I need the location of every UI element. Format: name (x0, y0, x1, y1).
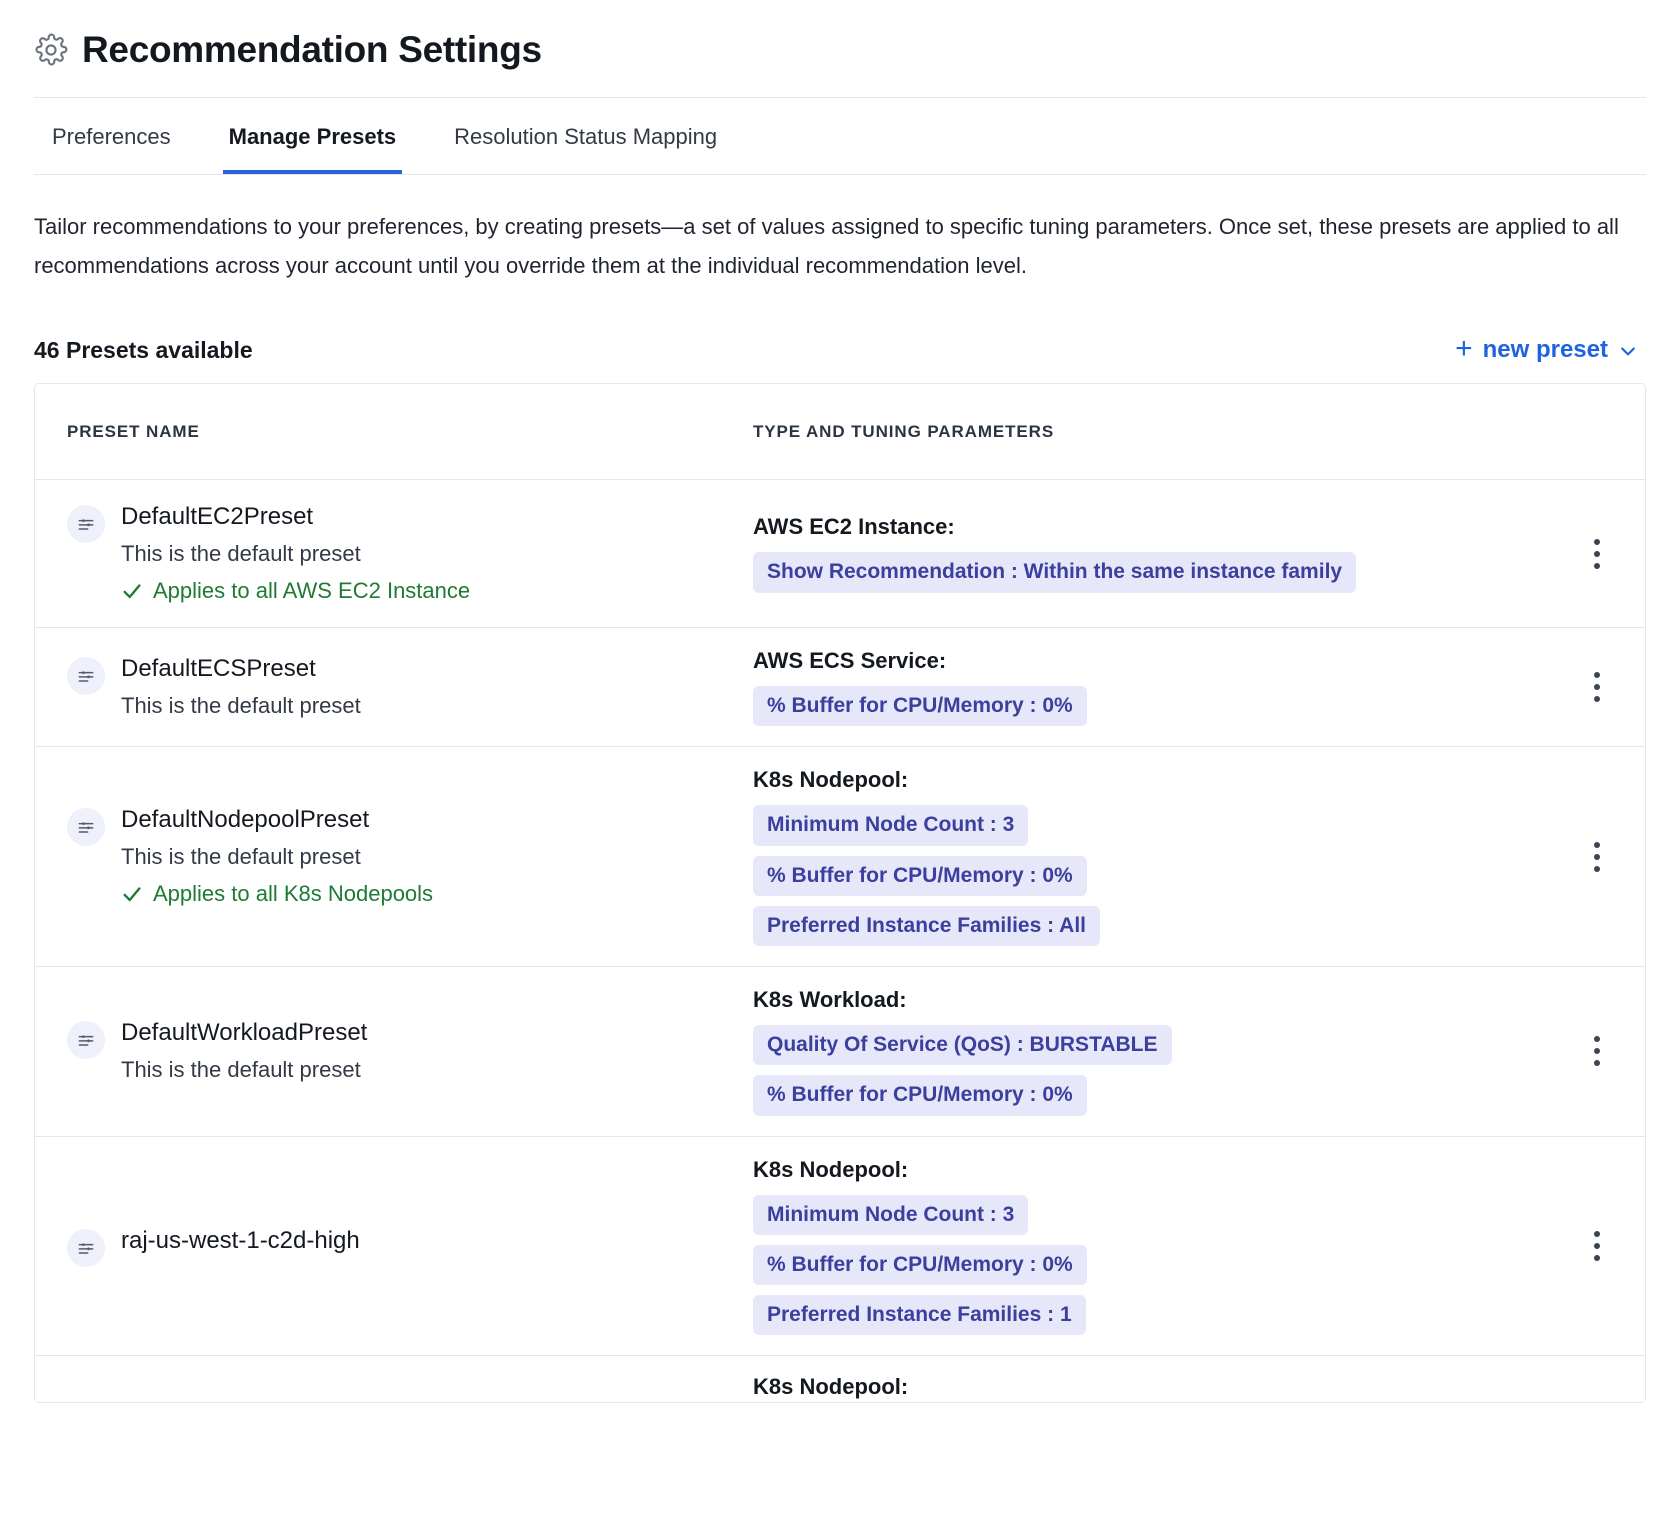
preset-name: raj-us-west-1-c2d-high (121, 1226, 360, 1254)
row-menu-button[interactable] (1580, 1223, 1614, 1269)
preset-applies (121, 577, 470, 606)
param-chip: % Buffer for CPU/Memory : 0% (753, 686, 1087, 726)
param-chip: Quality Of Service (QoS) : BURSTABLE (753, 1025, 1172, 1065)
row-menu-button[interactable] (1580, 531, 1614, 577)
row-actions-cell (1549, 1137, 1645, 1356)
param-type: K8s Nodepool: (753, 767, 909, 793)
preset-name-block (121, 1018, 367, 1085)
param-chip: % Buffer for CPU/Memory : 0% (753, 1245, 1087, 1285)
param-type: K8s Workload: (753, 987, 907, 1013)
preset-name: DefaultNodepoolPreset (121, 806, 370, 834)
sliders-icon (67, 808, 105, 846)
sliders-icon (67, 505, 105, 543)
param-chip: Minimum Node Count : 3 (753, 1195, 1028, 1235)
param-chip: Minimum Node Count : 3 (753, 805, 1028, 845)
preset-name-cell (35, 996, 753, 1107)
table-row[interactable] (35, 628, 1645, 747)
param-chip: Show Recommendation : Within the same instance family (753, 552, 1356, 592)
tab-manage-presets[interactable]: Manage Presets (223, 98, 403, 174)
preset-applies-label: Applies to all K8s Nodepools (153, 880, 434, 906)
table-row[interactable] (35, 967, 1645, 1137)
preset-subtitle: This is the default preset (121, 541, 361, 566)
presets-table (34, 383, 1646, 1403)
page-header (34, 30, 1646, 97)
preset-name-cell (35, 783, 753, 930)
check-icon (121, 883, 143, 905)
new-preset-button[interactable] (1455, 332, 1646, 365)
preset-subtitle: This is the default preset (121, 693, 361, 719)
gear-icon (34, 33, 68, 67)
preset-applies-label: Applies to all AWS EC2 Instance (153, 577, 471, 603)
preset-params-cell (753, 628, 1549, 746)
preset-params-cell (753, 1137, 1549, 1356)
preset-params-cell (753, 747, 1549, 966)
preset-name: DefaultWorkloadPreset (121, 1019, 368, 1047)
param-chip: % Buffer for CPU/Memory : 0% (753, 1075, 1087, 1115)
table-header-row (35, 384, 1645, 480)
row-actions-cell (1549, 747, 1645, 966)
row-menu-button[interactable] (1580, 834, 1614, 880)
row-actions-cell (1549, 628, 1645, 746)
page-title: Recommendation Settings (82, 29, 542, 70)
param-type: K8s Nodepool: (753, 1374, 909, 1400)
preset-name-block (121, 502, 470, 605)
check-icon (121, 580, 143, 602)
table-row[interactable] (35, 747, 1645, 967)
sliders-icon (67, 1229, 105, 1267)
preset-name: DefaultEC2Preset (121, 503, 314, 530)
plus-icon: + (1455, 332, 1473, 365)
row-actions-cell (1549, 1356, 1645, 1402)
param-type: AWS EC2 Instance: (753, 514, 955, 540)
preset-params-cell (753, 1356, 1549, 1402)
preset-name: DefaultECSPreset (121, 655, 316, 683)
preset-name-block (121, 805, 433, 908)
presets-count: 46 Presets available (34, 336, 253, 363)
row-menu-button[interactable] (1580, 1028, 1614, 1074)
param-type: AWS ECS Service: (753, 648, 947, 674)
param-chip: Preferred Instance Families : 1 (753, 1295, 1086, 1335)
row-actions-cell (1549, 480, 1645, 627)
tab-bar (34, 98, 1646, 175)
param-chip: Preferred Instance Families : All (753, 906, 1100, 946)
preset-subtitle: This is the default preset (121, 1057, 361, 1083)
row-menu-button[interactable] (1580, 664, 1614, 710)
chevron-down-icon (1618, 340, 1638, 360)
preset-name-cell (35, 480, 753, 627)
table-row[interactable] (35, 1137, 1645, 1357)
presets-toolbar (34, 332, 1646, 365)
row-actions-cell (1549, 967, 1645, 1136)
param-type: K8s Nodepool: (753, 1156, 909, 1182)
sliders-icon (67, 1021, 105, 1059)
new-preset-label: new preset (1482, 336, 1608, 363)
tab-preferences[interactable]: Preferences (52, 123, 171, 149)
preset-name-cell (35, 1204, 753, 1289)
preset-name-block (121, 1226, 360, 1256)
preset-subtitle: This is the default preset (121, 844, 361, 870)
table-row[interactable] (35, 1356, 1645, 1403)
preset-name-cell (35, 632, 753, 743)
table-row[interactable] (35, 480, 1645, 628)
sliders-icon (67, 657, 105, 695)
preset-params-cell (753, 494, 1549, 612)
tab-resolution-status-mapping[interactable]: Resolution Status Mapping (454, 123, 718, 149)
column-header-type-and-tuning-parameters: TYPE AND TUNING PARAMETERS (753, 421, 1055, 441)
param-chip: % Buffer for CPU/Memory : 0% (753, 856, 1087, 896)
preset-params-cell (753, 967, 1549, 1136)
page-description: Tailor recommendations to your preferences, by creating presets—a set of values assigned to specific tuning parameters. Once set, these presets are applied to all recommendations across your account until you override them at the individual recommendation level. (34, 213, 1619, 278)
column-header-preset-name: PRESET NAME (67, 421, 200, 441)
preset-name-block (121, 654, 361, 721)
preset-applies (121, 880, 433, 909)
preset-name-cell (35, 1357, 753, 1401)
